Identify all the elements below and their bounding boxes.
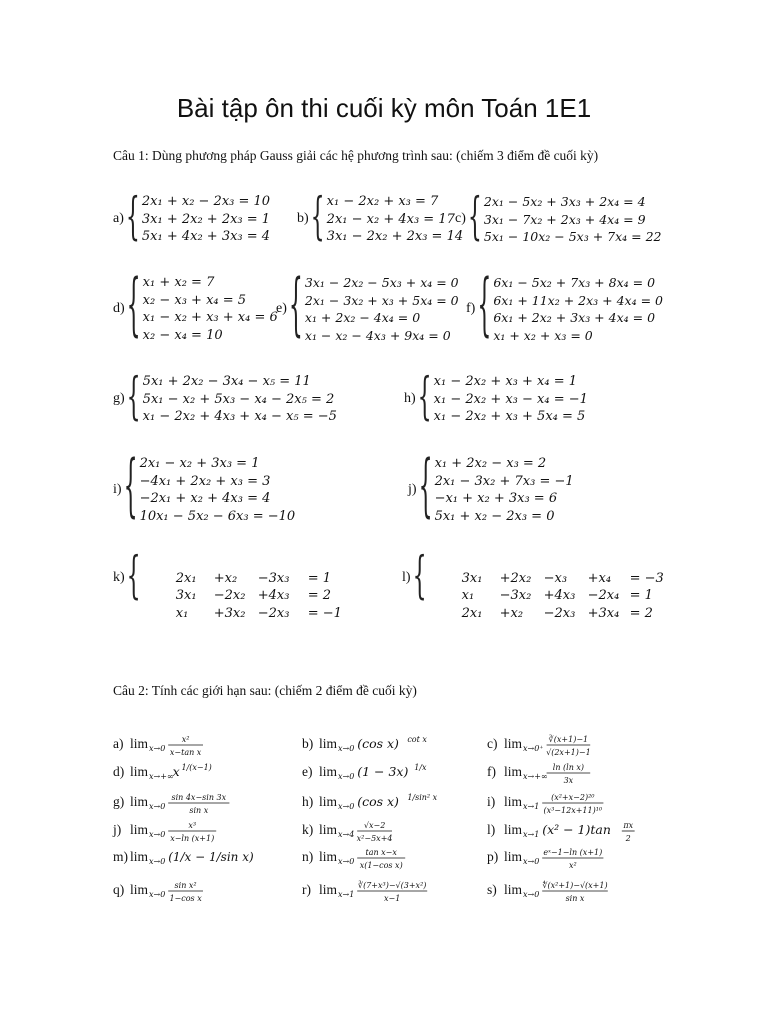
fraction-numerator: ∜(x²+1)−√(x+1) [542,881,608,890]
coef-cell: +4x₃ [543,588,576,603]
limit-label: g) [113,794,125,809]
equation: 10x₁ − 5x₂ − 6x₃ = −10 [139,508,296,524]
limit-variable: x→0 [523,890,540,899]
equation: x₁ − 2x₂ + x₃ = 7 [326,194,439,209]
limit-variable: x→1 [523,802,540,811]
limit-label: c) [487,736,498,751]
equation: x₁ + x₂ + x₃ = 0 [493,327,593,343]
equation: 5x₁ + 2x₂ − 3x₄ − x₅ = 11 [142,374,311,389]
lim-operator: lim [319,794,338,809]
coef-cell: = 1 [629,588,653,603]
limits-area [0,726,768,926]
limit-base: (cos x) [357,736,399,751]
equation-row [429,587,664,621]
equation: x₁ + x₂ = 7 [142,275,215,290]
fraction-numerator: ∛(7+x³)−√(3+x²) [357,881,427,890]
lim-operator: lim [504,736,523,751]
equation: −2x₁ + x₂ + 4x₃ = 4 [139,491,271,506]
limit-variable: x→0 [338,802,355,811]
limit-label: q) [113,882,125,897]
fraction-numerator: ln (ln x) [552,763,585,772]
lim-operator: lim [130,849,149,864]
equation: 5x₁ − 10x₂ − 5x₃ + 7x₄ = 22 [483,229,662,244]
limit-base: x [172,764,180,779]
coef-cell: +x₂ [499,605,524,621]
limit-exponent: cot x [407,735,427,744]
system-h [404,369,588,427]
brace-icon: { [123,449,138,528]
limit-variable: x→0 [338,744,355,753]
coef-cell: = −3 [629,570,664,586]
coef-cell: +2x₂ [499,570,532,586]
limit-variable: x→0 [149,830,166,839]
coef-cell: = −1 [307,605,342,621]
fraction-numerator: eˣ−1−ln (x+1) [543,848,603,857]
lim-operator: lim [319,882,338,897]
equation: 3x₁ + 2x₂ + 2x₃ = 1 [141,211,271,227]
coef-cell: +4x₃ [257,588,290,603]
equation-list [484,193,662,246]
equation-list [327,193,463,246]
limit-base: (1 − 3x) [357,764,409,779]
equation: x₁ − x₂ + x₃ + x₄ = 6 [142,310,278,325]
system-j [408,449,574,528]
equation: x₂ − x₄ = 10 [142,327,223,343]
equation: 5x₁ − x₂ + 5x₃ − x₄ − 2x₅ = 2 [142,391,335,407]
coef-cell: −3x₃ [257,570,290,586]
system-label: e) [276,301,287,316]
equation-list [434,373,588,426]
limit-variable: x→0 [338,857,355,866]
limit-expression: (1/x − 1/sin x) [168,850,254,864]
limit-label: l) [487,822,496,837]
coef-cell: = 2 [629,605,653,621]
coef-cell: 3x₁ [175,588,197,603]
system-label: d) [113,301,125,316]
equation: x₁ + 2x₂ − 4x₄ = 0 [304,310,421,325]
brace-icon: { [477,268,492,347]
limit-label: j) [113,822,122,837]
equation: 2x₁ − 3x₂ + x₃ + 5x₄ = 0 [304,292,459,308]
lim-operator: lim [319,764,338,779]
limit-label: e) [302,764,313,779]
lim-operator: lim [130,822,149,837]
fraction-denominator: (x³−12x+11)¹⁰ [543,806,603,815]
equation: 3x₁ − 2x₂ + 2x₃ = 14 [326,229,464,244]
lim-operator: lim [504,849,523,864]
system-b [297,189,464,247]
equation: 2x₁ − 3x₂ + 7x₃ = −1 [434,473,574,489]
brace-icon: { [126,548,141,606]
equation-list [143,274,278,344]
equation-list [435,455,574,525]
system-label: j) [408,482,417,497]
limit-label: i) [487,794,496,809]
brace-icon: { [126,369,141,427]
brace-icon: { [126,268,141,347]
fraction-numerator: ∛(x+1)−1 [548,735,589,744]
equation: 3x₁ − 2x₂ − 5x₃ + x₄ = 0 [304,275,459,290]
coef-cell: −2x₃ [257,605,290,621]
limit-label: f) [487,764,496,779]
limit-exponent: 1/sin² x [407,793,438,802]
fraction-numerator: √x−2 [363,821,386,830]
coef-cell: +x₂ [213,570,238,586]
system-label: c) [455,211,466,227]
lim-operator: lim [504,764,523,779]
lim-operator: lim [130,882,149,897]
fraction-denominator: 2 [625,834,631,843]
limit-label: b) [302,736,314,751]
coef-cell: 2x₁ [461,605,483,621]
limit-variable: x→0 [149,802,166,811]
equation: 5x₁ + 4x₂ + 3x₃ = 4 [141,229,271,244]
limit-variable: x→+∞ [523,772,548,781]
brace-icon: { [125,189,140,247]
fraction-denominator: sin x [189,806,209,815]
equation-list [140,455,296,525]
limit-variable: x→0 [523,857,540,866]
equation: 3x₁ − 7x₂ + 2x₃ + 4x₄ = 9 [483,211,646,227]
limit-variable: x→0 [149,744,166,753]
coef-cell: −2x₂ [213,588,246,603]
limit-base: (cos x) [357,794,399,809]
coef-cell: x₁ [175,605,189,621]
coef-cell: −x₃ [543,570,568,586]
equation-list [493,274,663,344]
fraction-denominator: x−1 [384,894,401,903]
equation: −4x₁ + 2x₂ + x₃ = 3 [139,473,271,489]
lim-operator: lim [504,794,523,809]
system-d [113,268,278,347]
fraction-denominator: √(2x+1)−1 [546,748,591,757]
lim-operator: lim [130,764,149,779]
limit-expression: (x² − 1)tan [542,822,611,837]
equation: 6x₁ + 11x₂ + 2x₃ + 4x₄ = 0 [493,292,663,308]
limit-label: m) [113,849,128,864]
system-label: l) [402,570,411,586]
question-1-heading: Câu 1: Dùng phương pháp Gauss giải các hệ phương trình sau: (chiếm 3 điểm đề cuối kỳ) [113,148,599,163]
system-label: g) [113,391,125,407]
equation-list [305,274,459,344]
page-title: Bài tập ôn thi cuối kỳ môn Toán 1E1 [176,93,592,123]
coef-cell: +3x₂ [213,605,246,621]
lim-operator: lim [130,794,149,809]
fraction-numerator: x² [181,735,190,744]
system-g [113,369,337,427]
equation-row [143,587,342,621]
system-c [455,189,662,247]
coef-cell: 3x₁ [461,570,483,586]
system-i [113,449,296,528]
limit-label: n) [302,849,314,864]
system-l [402,548,664,621]
limit-label: s) [487,882,497,897]
equation: x₁ + 2x₂ − x₃ = 2 [434,456,547,471]
equation: x₂ − x₃ + x₄ = 5 [142,292,247,308]
equation: 6x₁ + 2x₂ + 3x₃ + 4x₄ = 0 [493,310,656,325]
equation: 6x₁ − 5x₂ + 7x₃ + 8x₄ = 0 [493,275,656,290]
equation-row [429,552,664,586]
lim-operator: lim [130,736,149,751]
system-label: i) [113,482,122,497]
limit-variable: x→1 [338,890,355,899]
brace-icon: { [417,369,432,427]
limit-variable: x→0 [149,857,166,866]
brace-icon: { [310,189,325,247]
system-a [113,189,271,247]
equation: −x₁ + x₂ + 3x₃ = 6 [434,491,558,506]
equation: 2x₁ − x₂ + 3x₃ = 1 [139,456,260,471]
lim-operator: lim [504,882,523,897]
equation-list [429,552,664,621]
fraction-numerator: tan x−x [365,848,397,857]
lim-operator: lim [319,736,338,751]
fraction-numerator: sin x² [174,881,197,890]
limit-variable: x→0⁺ [523,744,544,753]
equation-row [429,570,664,603]
equation-list [142,193,270,246]
limit-label: h) [302,794,314,809]
fraction-numerator: sin 4x−sin 3x [171,793,227,802]
brace-icon: { [288,268,303,347]
fraction-denominator: x² [568,861,577,870]
lim-operator: lim [504,822,523,837]
question-2-heading: Câu 2: Tính các giới hạn sau: (chiếm 2 điểm đề cuối kỳ) [113,683,417,698]
limit-label: p) [487,849,499,864]
system-label: h) [404,391,416,407]
system-e [276,268,459,347]
fraction-denominator: sin x [565,894,585,903]
equation: x₁ − 2x₂ + x₃ + x₄ = 1 [433,374,578,389]
coef-cell: x₁ [461,588,475,603]
equation-row [143,552,342,586]
coef-cell: = 1 [307,570,332,586]
system-label: k) [113,570,125,586]
equation: 2x₁ − x₂ + 4x₃ = 17 [326,211,455,227]
system-label: f) [466,301,476,316]
equation: x₁ − 2x₂ + 4x₃ + x₄ − x₅ = −5 [142,409,337,424]
limit-label: d) [113,764,125,779]
limit-variable: x→1 [523,830,540,839]
limit-variable: x→4 [338,830,355,839]
system-k [113,548,342,621]
lim-operator: lim [319,822,338,837]
system-label: b) [297,211,309,227]
limit-variable: x→+∞ [149,772,174,781]
brace-icon: { [418,449,433,528]
equation-list [143,552,342,621]
limit-exponent: 1/(x−1) [181,763,212,772]
fraction-denominator: x(1−cos x) [359,861,403,870]
fraction-numerator: x³ [188,821,197,830]
limit-label: k) [302,822,314,837]
brace-icon: { [412,548,427,606]
equation: x₁ − 2x₂ + x₃ − x₄ = −1 [433,391,588,407]
equation-row [143,570,342,603]
equation: x₁ − 2x₂ + x₃ + 5x₄ = 5 [433,409,586,424]
system-label: a) [113,211,124,227]
equation-list [143,373,337,426]
limit-label: a) [113,736,124,751]
equation: 2x₁ + x₂ − 2x₃ = 10 [141,194,271,209]
limit-label: r) [302,882,311,897]
system-f [466,268,663,347]
equation: 2x₁ − 5x₂ + 3x₃ + 2x₄ = 4 [483,194,646,209]
brace-icon: { [467,189,482,247]
coef-cell: +x₄ [587,570,612,586]
fraction-denominator: x−ln (x+1) [170,834,215,843]
coef-cell: −3x₂ [499,588,532,603]
fraction-denominator: x²−5x+4 [356,834,393,843]
fraction-denominator: 1−cos x [169,894,202,903]
equation: x₁ − x₂ − 4x₃ + 9x₄ = 0 [304,327,451,343]
fraction-numerator: πx [623,821,634,830]
limit-variable: x→0 [338,772,355,781]
equation: 5x₁ + x₂ − 2x₃ = 0 [434,508,555,524]
lim-operator: lim [319,849,338,864]
coef-cell: −2x₄ [587,588,620,603]
fraction-denominator: 3x [563,776,574,785]
fraction-denominator: x−tan x [169,748,202,757]
coef-cell: = 2 [307,588,332,603]
coef-cell: 2x₁ [175,570,197,586]
coef-cell: −2x₃ [543,605,576,621]
coef-cell: +3x₄ [587,605,620,621]
fraction-numerator: (x²+x−2)²⁰ [551,793,595,802]
limit-variable: x→0 [149,890,166,899]
limit-exponent: 1/x [414,763,427,772]
